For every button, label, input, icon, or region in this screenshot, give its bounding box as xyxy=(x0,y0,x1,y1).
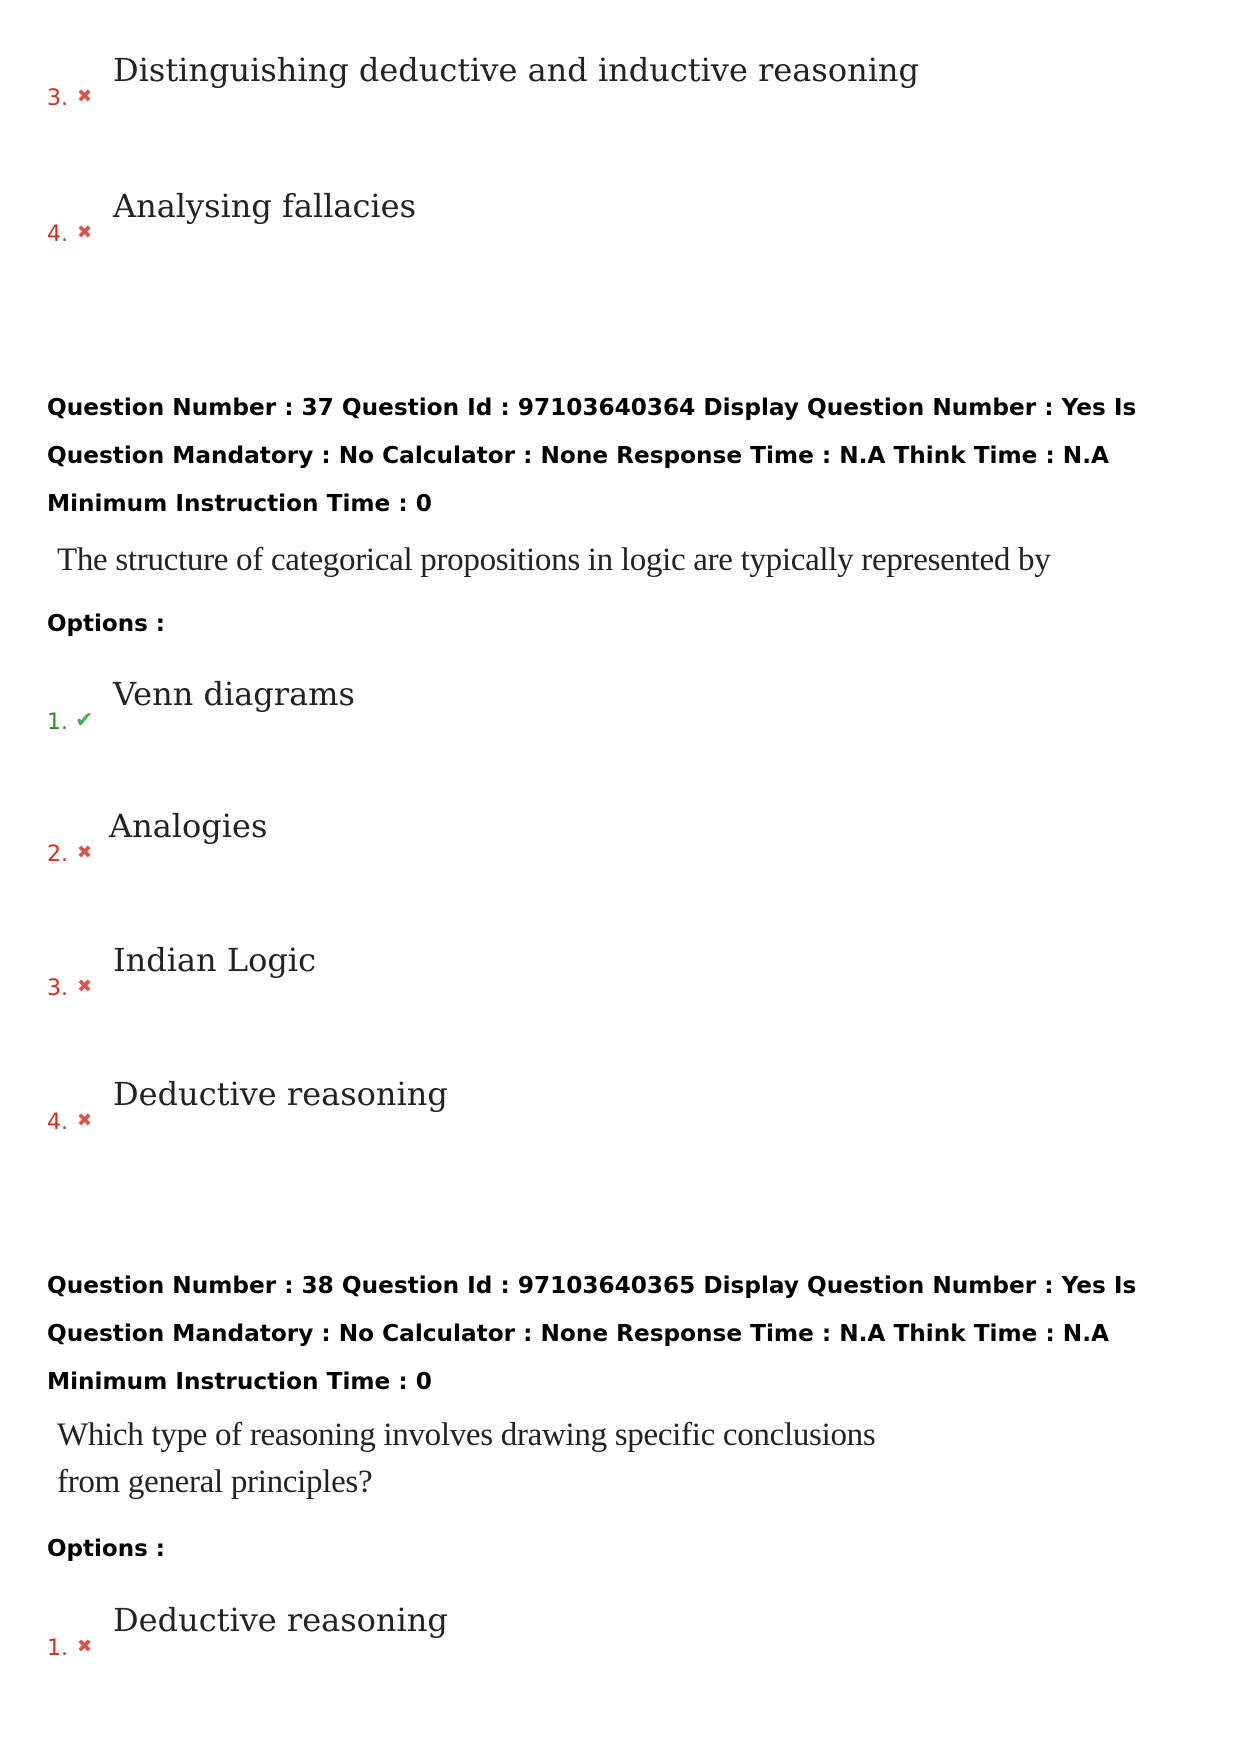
cross-icon: ✖ xyxy=(77,1110,93,1131)
question-meta: Question Number : 37 Question Id : 97103640364 Display Question Number : Yes Is Question Mandatory : No Calculator : None Response Time : N.A Think Time : N.A Minimum Instruction Time : 0 xyxy=(47,394,1137,517)
cross-icon: ✖ xyxy=(77,976,93,997)
option-1 xyxy=(47,674,1197,734)
option-4 xyxy=(47,1074,1197,1134)
option-number: 1. xyxy=(47,1636,68,1661)
cross-icon: ✖ xyxy=(77,842,93,863)
cross-icon: ✖ xyxy=(77,86,93,107)
option-number: 4. xyxy=(47,1110,68,1135)
question-text: Which type of reasoning involves drawing specific conclusions from general principles? xyxy=(57,1417,876,1500)
option-text: Deductive reasoning xyxy=(113,1075,448,1113)
option-number: 3. xyxy=(47,86,68,111)
option-number: 1. xyxy=(47,710,68,735)
option-text: Analogies xyxy=(109,807,268,845)
check-icon: ✔ xyxy=(75,708,94,733)
question-meta: Question Number : 38 Question Id : 97103640365 Display Question Number : Yes Is Question Mandatory : No Calculator : None Response Time : N.A Think Time : N.A Minimum Instruction Time : 0 xyxy=(47,1272,1137,1395)
option-1 xyxy=(47,1600,1197,1660)
options-label: Options : xyxy=(47,1536,165,1562)
cross-icon: ✖ xyxy=(77,1636,93,1657)
option-4 xyxy=(47,186,1197,246)
options-label: Options : xyxy=(47,611,165,637)
option-number: 2. xyxy=(47,842,68,867)
option-3 xyxy=(47,940,1197,1000)
option-text: Distinguishing deductive and inductive reasoning xyxy=(113,51,920,89)
option-number: 3. xyxy=(47,976,68,1001)
option-number: 4. xyxy=(47,222,68,247)
option-2 xyxy=(47,806,1197,866)
option-text: Indian Logic xyxy=(113,941,316,979)
option-3 xyxy=(47,50,1197,110)
option-text: Venn diagrams xyxy=(113,675,355,713)
question-text: The structure of categorical propositions in logic are typically represented by xyxy=(57,542,1051,578)
option-text: Analysing fallacies xyxy=(113,187,417,225)
cross-icon: ✖ xyxy=(77,222,93,243)
option-text: Deductive reasoning xyxy=(113,1601,448,1639)
